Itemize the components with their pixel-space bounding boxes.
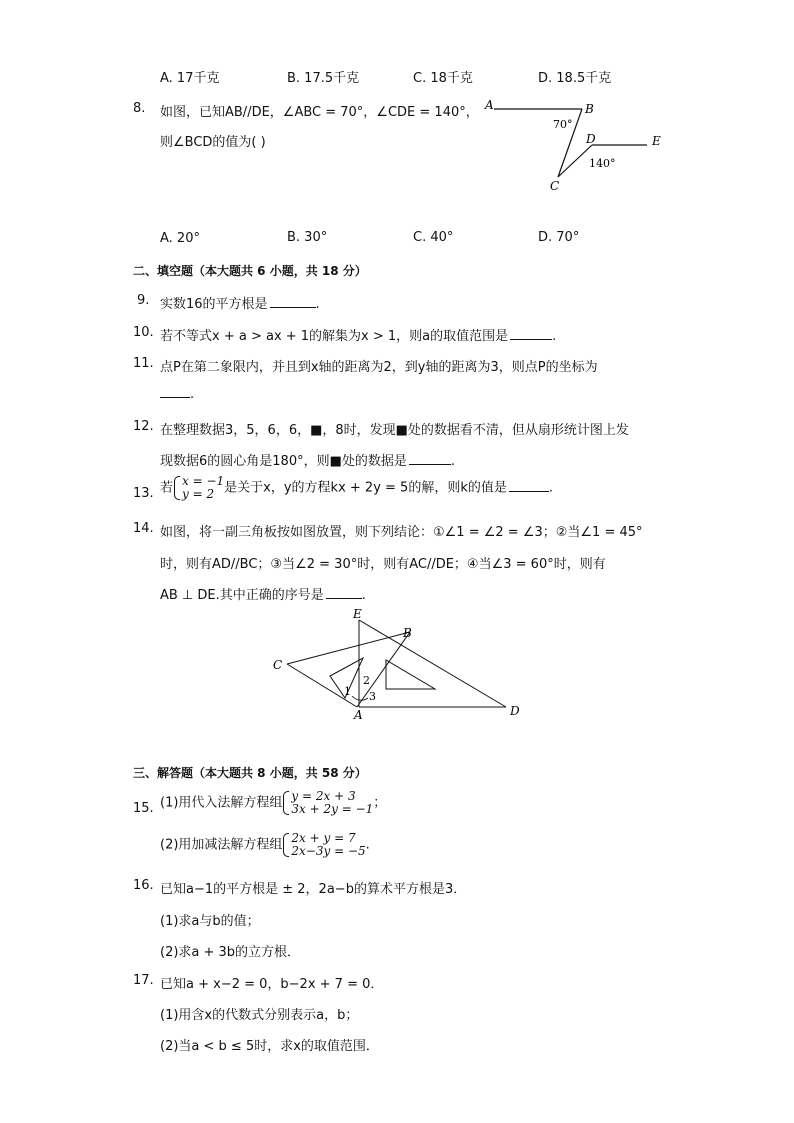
q11-number: 11. [133, 356, 154, 371]
q14-line1: 如图，将一副三角板按如图放置，则下列结论：①∠1 = ∠2 = ∠3；②当∠1 = 45° [160, 525, 643, 540]
q14-line3: AB ⊥ DE.其中正确的序号是 . [160, 588, 366, 603]
q15-part1: (1)用代入法解方程组 y = 2x + 3 3x + 2y = −1； [160, 789, 387, 816]
equation-system: x = −1 y = 2 [173, 475, 224, 501]
equation-system-1: y = 2x + 3 3x + 2y = −1 [282, 790, 373, 816]
q8-number: 8. [133, 101, 146, 116]
option-a: A. 17千克 [160, 71, 220, 86]
option-c: C. 18千克 [413, 71, 473, 86]
label-E: E [652, 134, 661, 148]
label-D: D [586, 132, 596, 146]
q15-part2: (2)用加减法解方程组 2x + y = 7 2x−3y = −5. [160, 831, 370, 858]
equation-system-2: 2x + y = 7 2x−3y = −5 [282, 832, 365, 858]
q16-part1: (1)求a与b的值； [160, 914, 260, 929]
answer-blank [326, 588, 362, 599]
q16-line1: 已知a−1的平方根是 ± 2，2a−b的算术平方根是3． [160, 882, 467, 897]
q8-line1: 如图，已知AB//DE，∠ABC = 70°，∠CDE = 140°， [160, 105, 479, 120]
q8-line2: 则∠BCD的值为( ) [160, 135, 266, 150]
label-D: D [510, 704, 520, 718]
option-d: D. 70° [538, 230, 580, 245]
label-E: E [353, 607, 362, 621]
label-C: C [550, 179, 560, 193]
q17-number: 17. [133, 973, 154, 988]
q16-number: 16. [133, 878, 154, 893]
angle-3-label: 3 [369, 690, 376, 703]
section-2-heading: 二、填空题（本大题共 6 小题，共 18 分） [133, 264, 367, 278]
q14-number: 14. [133, 521, 154, 536]
answer-blank [270, 297, 316, 308]
q12-number: 12. [133, 419, 154, 434]
answer-blank [510, 329, 552, 340]
q17-part1: (1)用含x的代数式分别表示a，b； [160, 1008, 359, 1023]
option-d: D. 18.5千克 [538, 71, 612, 86]
q11-line2: . [160, 387, 194, 402]
q12-line1: 在整理数据3，5，6，6，■，8时，发现■处的数据看不清，但从扇形统计图上发 [160, 423, 629, 438]
option-a: A. 20° [160, 231, 200, 246]
option-c: C. 40° [413, 230, 454, 245]
q8-figure [482, 95, 672, 195]
label-C: C [273, 658, 283, 672]
angle-1-label: 1 [344, 685, 351, 698]
label-B: B [585, 102, 594, 116]
option-b: B. 17.5千克 [287, 71, 360, 86]
q10-number: 10. [133, 325, 154, 340]
q16-part2: (2)求a + 3b的立方根． [160, 945, 301, 960]
angle-140-label: 140° [589, 157, 616, 170]
section-3-heading: 三、解答题（本大题共 8 小题，共 58 分） [133, 766, 367, 780]
q12-line2: 现数据6的圆心角是180°，则■处的数据是 . [160, 454, 456, 469]
q10-text: 若不等式x + a > ax + 1的解集为x > 1，则a的取值范围是 . [160, 329, 557, 344]
q17-part2: (2)当a < b ≤ 5时，求x的取值范围． [160, 1039, 379, 1054]
q9-number: 9. [137, 293, 150, 308]
q14-figure [270, 606, 530, 724]
answer-blank [160, 387, 190, 398]
answer-blank [509, 481, 549, 492]
q11-line1: 点P在第二象限内，并且到x轴的距离为2，到y轴的距离为3，则点P的坐标为 [160, 360, 598, 375]
option-b: B. 30° [287, 230, 328, 245]
q14-line2: 时，则有AD//BC；③当∠2 = 30°时，则有AC//DE；④当∠3 = 60°时，则有 [160, 557, 606, 572]
label-A: A [485, 98, 494, 112]
label-A: A [354, 708, 363, 722]
q13-number: 13. [133, 486, 154, 501]
q9-text: 实数16的平方根是 . [160, 297, 320, 312]
angle-70-label: 70° [553, 118, 573, 131]
label-B: B [403, 626, 412, 640]
answer-blank [409, 454, 451, 465]
angle-2-label: 2 [363, 674, 370, 687]
q17-line1: 已知a + x−2 = 0，b−2x + 7 = 0． [160, 977, 384, 992]
q15-number: 15. [133, 801, 154, 816]
q13-text: 若 x = −1 y = 2 是关于x，y的方程kx + 2y = 5的解，则k的值是 . [160, 474, 553, 501]
